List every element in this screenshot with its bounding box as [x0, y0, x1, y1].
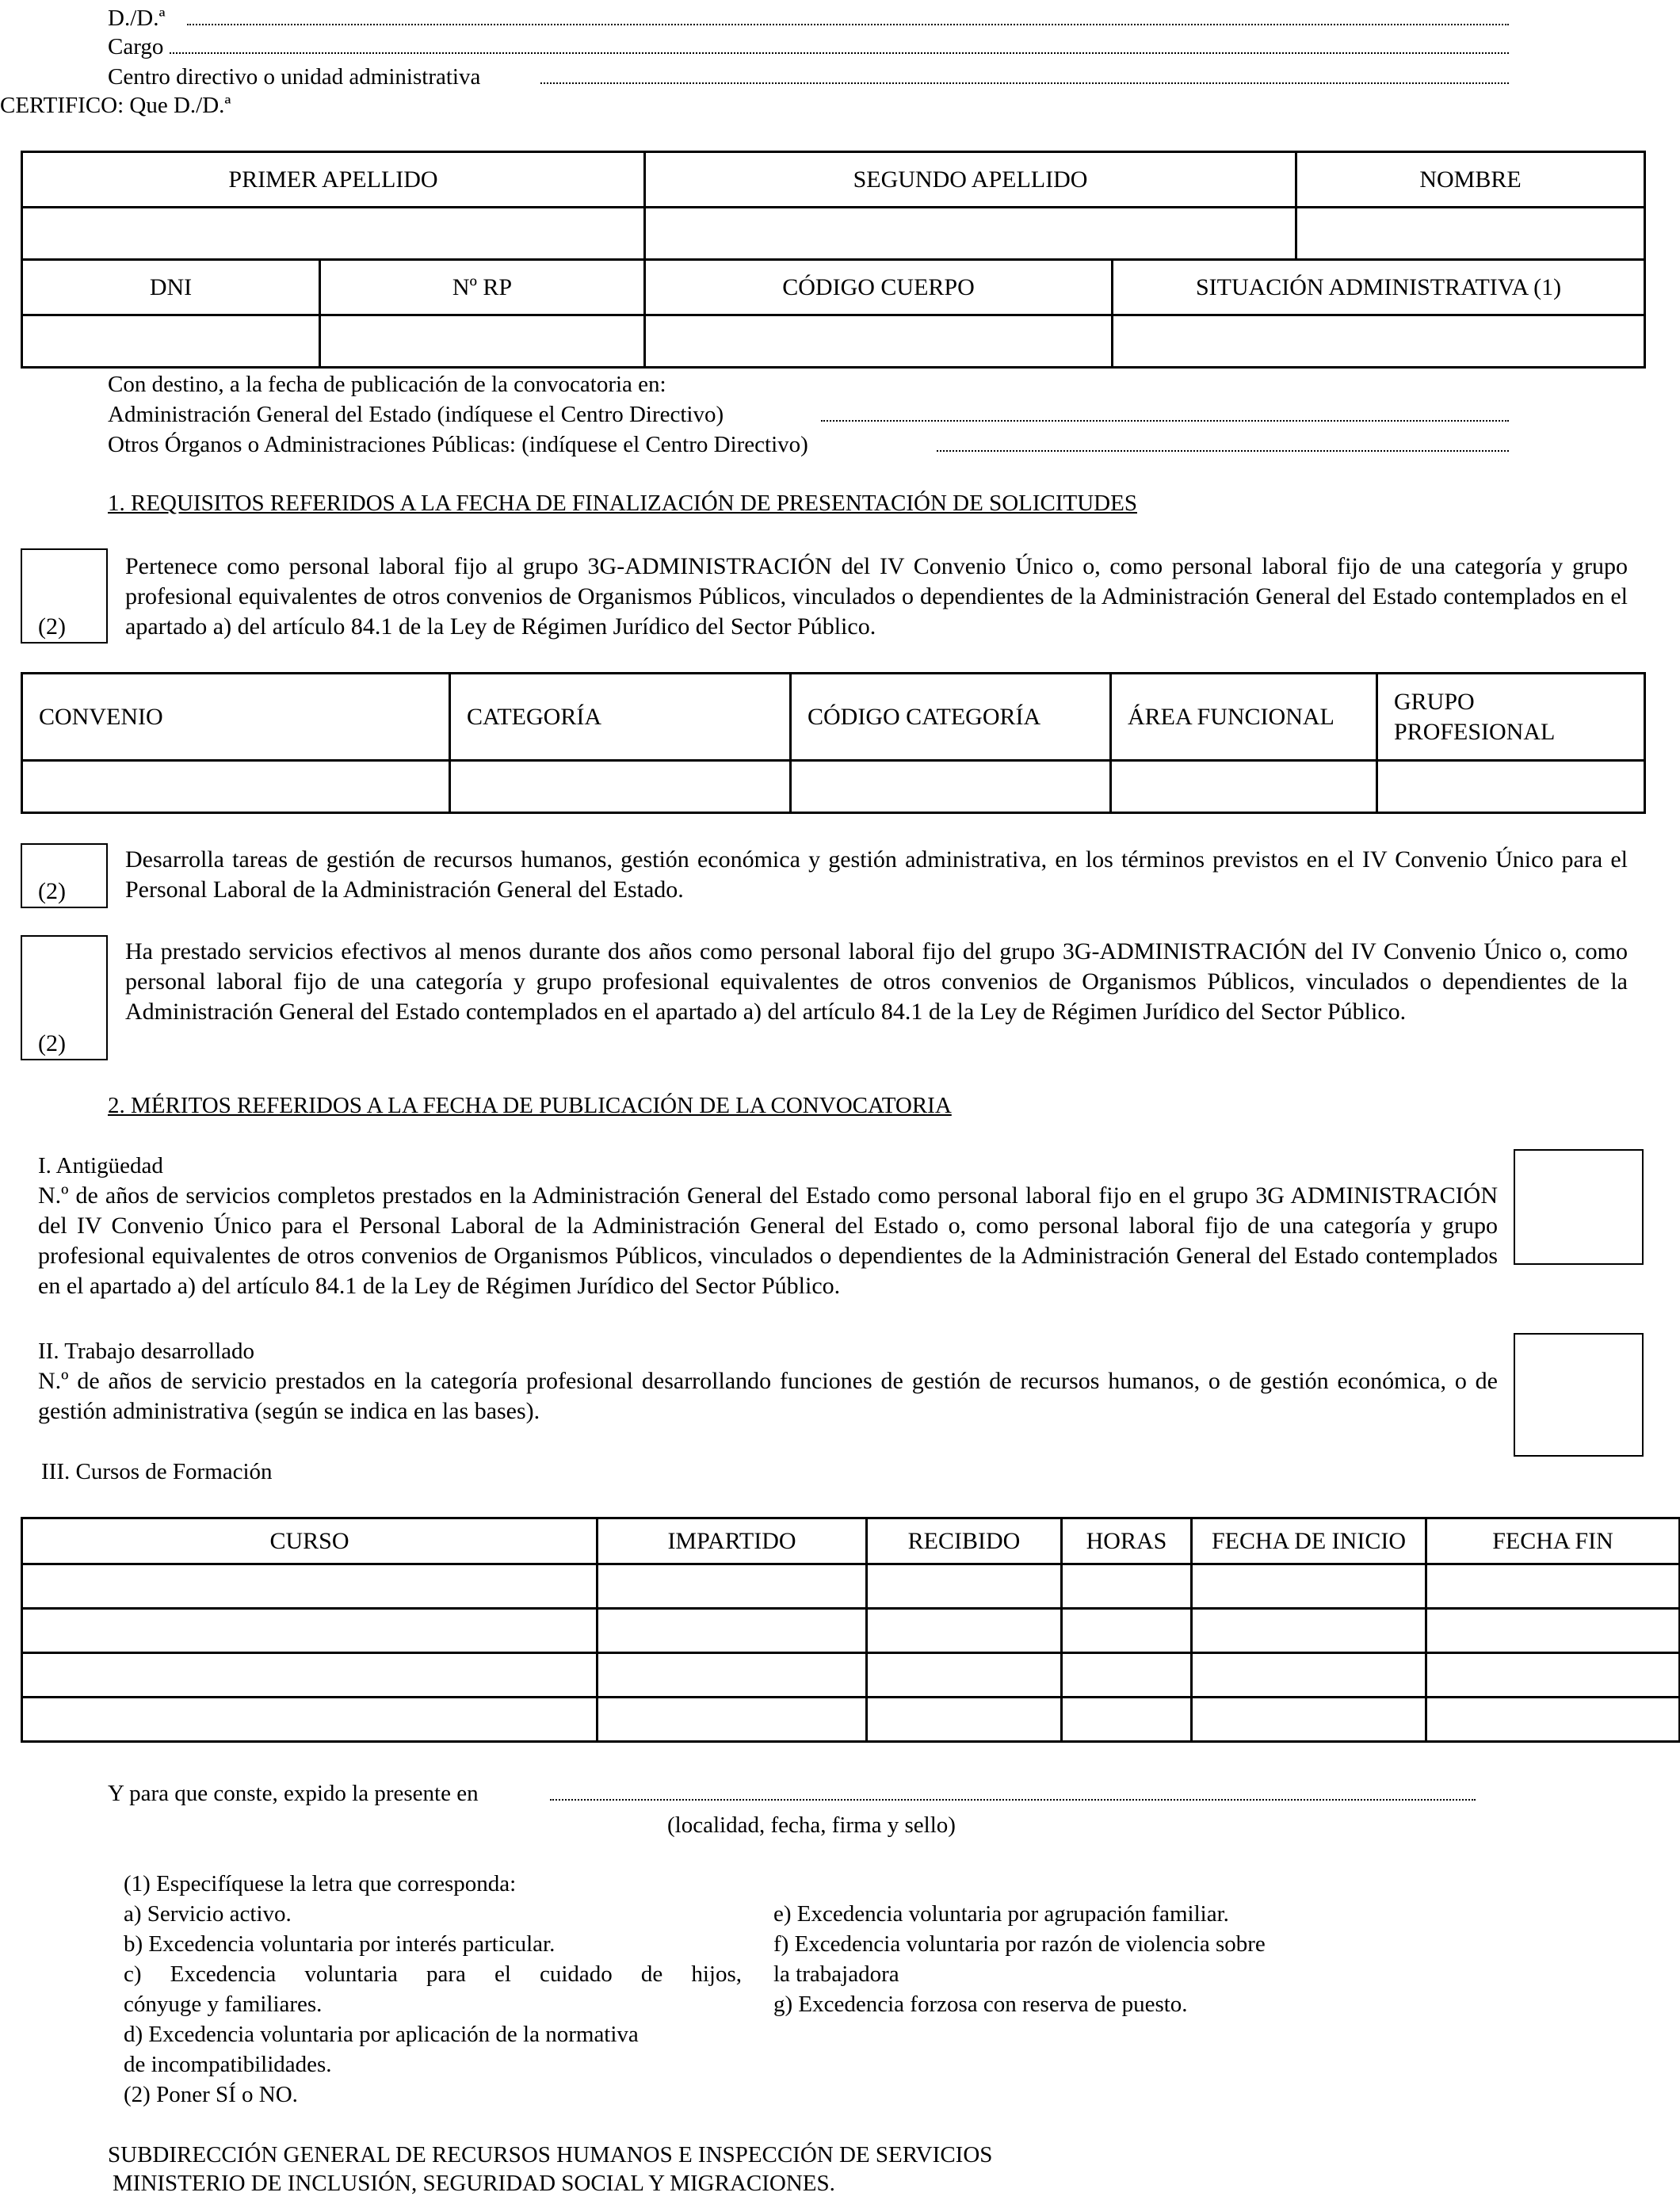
fecha-inicio-cell[interactable] — [1192, 1609, 1426, 1653]
dni-field[interactable] — [22, 315, 320, 368]
note-2: (2) Poner SÍ o NO. — [124, 2082, 298, 2107]
primer-apellido-field[interactable] — [22, 208, 645, 260]
section1-title: 1. REQUISITOS REFERIDOS A LA FECHA DE FINALIZACIÓN DE PRESENTACIÓN DE SOLICITUDES — [108, 491, 1137, 516]
nombre-field[interactable] — [1296, 208, 1645, 260]
impartido-cell[interactable] — [598, 1564, 867, 1609]
fecha-inicio-cell[interactable] — [1192, 1564, 1426, 1609]
recibido-header: RECIBIDO — [867, 1518, 1062, 1564]
segundo-apellido-field[interactable] — [645, 208, 1296, 260]
nrp-field[interactable] — [320, 315, 645, 368]
cursos-title: III. Cursos de Formación — [41, 1459, 273, 1484]
antiguedad-text: N.º de años de servicios completos prestados en la Administración General del Estado como personal laboral fijo en el grupo 3G ADMINISTRACIÓN del IV Convenio Único para el Personal Laboral de la Administración General del Estado o, como personal laboral fijo de una categoría y grupo profesional equivalentes de otros convenios de Organismos Públicos, vinculados o dependientes de la Administración General del Estado contemplados en el apartado a) del artículo 84.1 de la Ley de Régimen Jurídico del Sector Público. — [38, 1182, 1498, 1299]
expido-label: Y para que conste, expido la presente en — [108, 1781, 479, 1806]
req1-mark: (2) — [38, 613, 66, 640]
recibido-cell[interactable] — [867, 1609, 1062, 1653]
codigo-categoria-header: CÓDIGO CATEGORÍA — [791, 674, 1111, 761]
trabajo-text: N.º de años de servicio prestados en la categoría profesional desarrollando funciones de gestión de recursos humanos, o de gestión económica, o de gestión administrativa (según se indica en las bases). — [38, 1368, 1498, 1424]
table-row — [22, 1609, 1680, 1653]
expido-field[interactable] — [550, 1799, 1476, 1801]
fecha-fin-cell[interactable] — [1426, 1698, 1680, 1742]
note-d-cont: de incompatibilidades. — [124, 2052, 332, 2077]
req2-mark: (2) — [38, 878, 66, 904]
req3-mark: (2) — [38, 1030, 66, 1056]
note-e: e) Excedencia voluntaria por agrupación familiar. — [773, 1901, 1229, 1927]
localidad-hint: (localidad, fecha, firma y sello) — [667, 1812, 956, 1838]
curso-cell[interactable] — [22, 1653, 598, 1698]
destino-otros-field[interactable] — [937, 450, 1509, 452]
identity-table — [21, 151, 1646, 369]
situacion-header: SITUACIÓN ADMINISTRATIVA (1) — [1113, 260, 1645, 315]
req2-text: Desarrolla tareas de gestión de recursos humanos, gestión económica y gestión administrativa, en los términos previstos en el IV Convenio Único para el Personal Laboral de la Administración General del Estado. — [125, 846, 1628, 903]
convenio-header: CONVENIO — [22, 674, 450, 761]
impartido-cell[interactable] — [598, 1653, 867, 1698]
fecha-fin-cell[interactable] — [1426, 1609, 1680, 1653]
centro-label: Centro directivo o unidad administrativa — [108, 64, 481, 90]
cargo-label: Cargo — [108, 34, 164, 59]
horas-header: HORAS — [1062, 1518, 1192, 1564]
req1-text: Pertenece como personal laboral fijo al grupo 3G-ADMINISTRACIÓN del IV Convenio Único o, como personal laboral fijo de una categoría y grupo profesional equivalentes de otros convenios de Organismos Públicos, vinculados o dependientes de la Administración General del Estado contemplados en el apartado a) del artículo 84.1 de la Ley de Régimen Jurídico del Sector Público. — [125, 553, 1628, 640]
req3-text: Ha prestado servicios efectivos al menos durante dos años como personal laboral fijo del grupo 3G-ADMINISTRACIÓN del IV Convenio Único o, como personal laboral fijo de una categoría y grupo profesional equivalentes de otros convenios de Organismos Públicos, vinculados o dependientes de la Administración General del Estado contemplados en el apartado a) del artículo 84.1 de la Ley de Régimen Jurídico del Sector Público. — [125, 938, 1628, 1025]
fecha-fin-cell[interactable] — [1426, 1653, 1680, 1698]
area-funcional-header: ÁREA FUNCIONAL — [1111, 674, 1377, 761]
segundo-apellido-header: SEGUNDO APELLIDO — [645, 152, 1296, 208]
note-1: (1) Especifíquese la letra que corresponda: — [124, 1871, 517, 1896]
categoria-header: CATEGORÍA — [450, 674, 791, 761]
note-f: f) Excedencia voluntaria por razón de violencia sobre — [773, 1931, 1266, 1957]
codigo-categoria-field[interactable] — [791, 761, 1111, 813]
horas-cell[interactable] — [1062, 1564, 1192, 1609]
certifico-text: CERTIFICO: Que D./D.ª — [0, 93, 231, 118]
antiguedad-box[interactable] — [1514, 1149, 1644, 1265]
fecha-fin-cell[interactable] — [1426, 1564, 1680, 1609]
curso-cell[interactable] — [22, 1564, 598, 1609]
horas-cell[interactable] — [1062, 1653, 1192, 1698]
dd-field[interactable] — [187, 24, 1509, 25]
categoria-field[interactable] — [450, 761, 791, 813]
fecha-inicio-cell[interactable] — [1192, 1653, 1426, 1698]
curso-header: CURSO — [22, 1518, 598, 1564]
fecha-inicio-cell[interactable] — [1192, 1698, 1426, 1742]
cursos-table — [21, 1517, 1680, 1743]
grupo-profesional-field[interactable] — [1377, 761, 1645, 813]
recibido-cell[interactable] — [867, 1564, 1062, 1609]
codigo-cuerpo-header: CÓDIGO CUERPO — [645, 260, 1113, 315]
notes-right — [773, 1899, 1376, 2019]
note-f-cont: la trabajadora — [773, 1961, 899, 1987]
note-c: c) Excedencia voluntaria para el cuidado de hijos, — [124, 1961, 742, 1987]
table-row — [22, 1564, 1680, 1609]
curso-cell[interactable] — [22, 1609, 598, 1653]
note-d: d) Excedencia voluntaria por aplicación de la normativa — [124, 2022, 639, 2047]
grupo-profesional-header: GRUPO PROFESIONAL — [1377, 674, 1645, 761]
note-c-cont: cónyuge y familiares. — [124, 1992, 323, 2017]
destino-otros-label: Otros Órganos o Administraciones Públicas: (indíquese el Centro Directivo) — [108, 432, 808, 457]
convenio-field[interactable] — [22, 761, 450, 813]
codigo-cuerpo-field[interactable] — [645, 315, 1113, 368]
trabajo-box[interactable] — [1514, 1333, 1644, 1457]
cargo-field[interactable] — [170, 52, 1509, 54]
convenio-table — [21, 672, 1646, 814]
antiguedad-title: I. Antigüedad — [38, 1153, 163, 1178]
centro-field[interactable] — [540, 82, 1509, 84]
impartido-cell[interactable] — [598, 1609, 867, 1653]
dni-header: DNI — [22, 260, 320, 315]
fecha-inicio-header: FECHA DE INICIO — [1192, 1518, 1426, 1564]
area-funcional-field[interactable] — [1111, 761, 1377, 813]
nrp-header: Nº RP — [320, 260, 645, 315]
horas-cell[interactable] — [1062, 1609, 1192, 1653]
subdireccion-text: SUBDIRECCIÓN GENERAL DE RECURSOS HUMANOS E INSPECCIÓN DE SERVICIOS — [108, 2142, 993, 2168]
note-a: a) Servicio activo. — [124, 1901, 292, 1927]
destino-age-field[interactable] — [821, 420, 1509, 422]
ministerio-text: MINISTERIO DE INCLUSIÓN, SEGURIDAD SOCIAL Y MIGRACIONES. — [113, 2171, 835, 2196]
dd-label: D./D.ª — [108, 6, 166, 31]
primer-apellido-header: PRIMER APELLIDO — [22, 152, 645, 208]
table-row — [22, 1698, 1680, 1742]
destino-intro: Con destino, a la fecha de publicación de la convocatoria en: — [108, 372, 666, 397]
situacion-field[interactable] — [1113, 315, 1645, 368]
trabajo-title: II. Trabajo desarrollado — [38, 1339, 255, 1364]
section2-title: 2. MÉRITOS REFERIDOS A LA FECHA DE PUBLICACIÓN DE LA CONVOCATORIA — [108, 1093, 952, 1118]
destino-age-label: Administración General del Estado (indíquese el Centro Directivo) — [108, 402, 724, 427]
recibido-cell[interactable] — [867, 1698, 1062, 1742]
recibido-cell[interactable] — [867, 1653, 1062, 1698]
curso-cell[interactable] — [22, 1698, 598, 1742]
note-b: b) Excedencia voluntaria por interés particular. — [124, 1931, 556, 1957]
horas-cell[interactable] — [1062, 1698, 1192, 1742]
table-row — [22, 1653, 1680, 1698]
impartido-header: IMPARTIDO — [598, 1518, 867, 1564]
notes-left — [124, 1869, 742, 2110]
nombre-header: NOMBRE — [1296, 152, 1645, 208]
impartido-cell[interactable] — [598, 1698, 867, 1742]
note-g: g) Excedencia forzosa con reserva de puesto. — [773, 1992, 1188, 2017]
fecha-fin-header: FECHA FIN — [1426, 1518, 1680, 1564]
